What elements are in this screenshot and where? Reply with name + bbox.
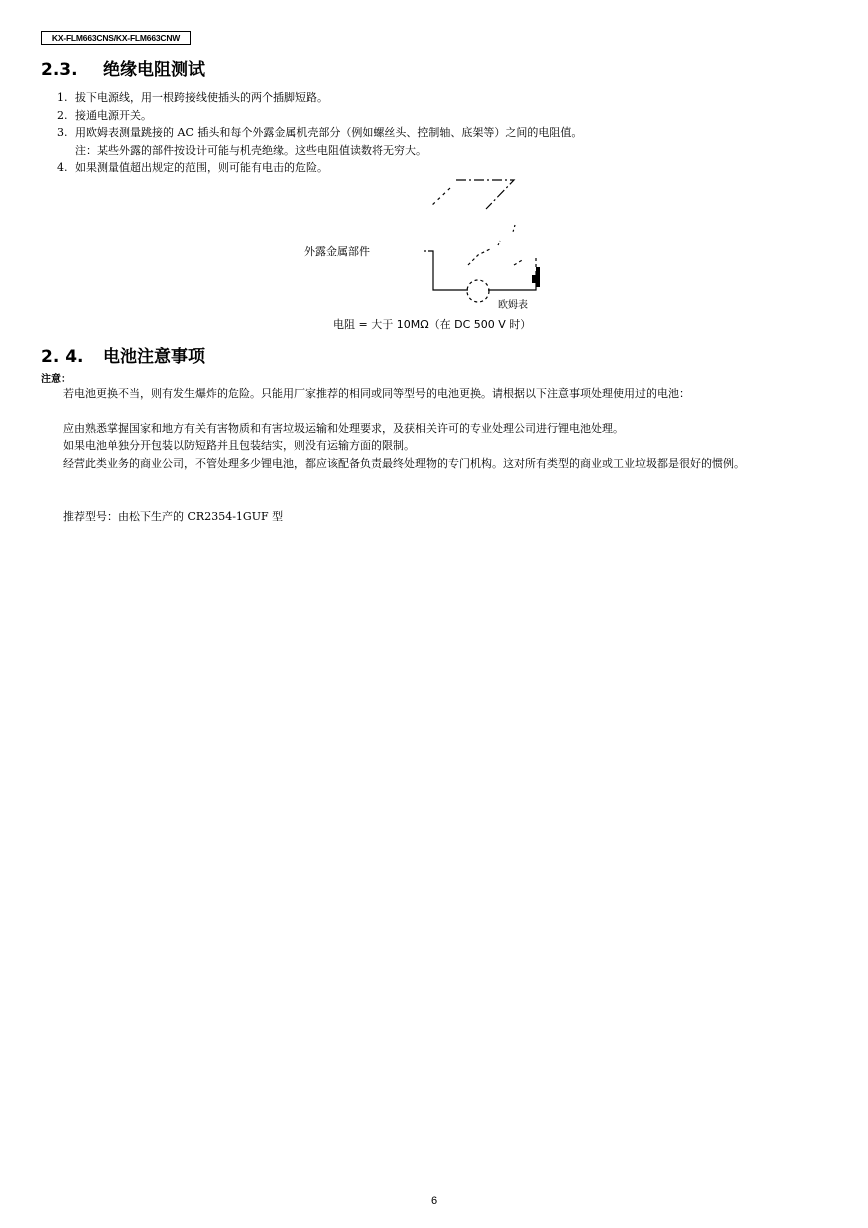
battery-paragraph: 经营此类业务的商业公司，不管处理多少锂电池，都应该配备负责最终处理物的专门机构。这对所有类型的商业或工业垃圾都是很好的惯例。: [63, 457, 745, 470]
list-item: [57, 107, 582, 125]
item-text: 如果测量值超出规定的范围，则可能有电击的危险。: [75, 161, 328, 174]
label-ohmmeter: 欧姆表: [498, 300, 528, 311]
page-number: 6: [430, 1195, 438, 1207]
battery-paragraph: 如果电池单独分开包装以防短路并且包装结实，则没有运输方面的限制。: [63, 439, 415, 452]
item-text: 用欧姆表测量跳接的 AC 插头和每个外露金属机壳部分（例如螺丝头、控制轴、底架等）之间的电阻值。: [75, 126, 583, 139]
insulation-test-figure: [300, 175, 550, 337]
test-lead: [428, 251, 468, 290]
item-number: 1.: [57, 91, 68, 104]
caution-label: 注意：: [41, 374, 71, 385]
section-title: 绝缘电阻测试: [103, 60, 205, 80]
recommended-model: 推荐型号：由松下生产的 CR2354-1GUF 型: [63, 510, 284, 523]
item-text: 拔下电源线，用一根跨接线使插头的两个插脚短路。: [75, 91, 328, 104]
label-exposed-metal: 外露金属部件: [304, 245, 370, 258]
section-number: 2.3.: [41, 60, 78, 80]
ohmmeter-circle: [467, 280, 489, 302]
list-item: [57, 124, 582, 142]
item-number: 3.: [57, 126, 68, 139]
section-heading-battery: [41, 347, 205, 367]
procedure-list: [57, 89, 582, 177]
item-text: 接通电源开关。: [75, 108, 152, 122]
battery-paragraph: 应由熟悉掌握国家和地方有关有害物质和有害垃圾运输和处理要求，及获相关许可的专业处理公司进行锂电池处理。: [63, 422, 624, 435]
section-number: 2. 4.: [41, 347, 84, 367]
battery-paragraph: 若电池更换不当，则有发生爆炸的危险。只能用厂家推荐的相同或同等型号的电池更换。请根据以下注意事项处理使用过的电池：: [63, 387, 690, 400]
label-resistance: 电阻 = 大于 10MΩ（在 DC 500 V 时）: [333, 318, 532, 331]
list-item-note: [57, 142, 582, 160]
item-number: 4.: [57, 161, 68, 174]
list-item: [57, 159, 582, 177]
model-number-box: KX-FLM663CNS/KX-FLM663CNW: [41, 31, 191, 45]
item-text: 注：某些外露的部件按设计可能与机壳绝缘。这些电阻值读数将无穷大。: [75, 143, 427, 157]
item-number: 2.: [57, 108, 68, 122]
section-title: 电池注意事项: [103, 347, 205, 367]
plug-outline: [456, 180, 514, 209]
section-heading-insulation: [41, 60, 205, 80]
list-item: [57, 89, 582, 107]
